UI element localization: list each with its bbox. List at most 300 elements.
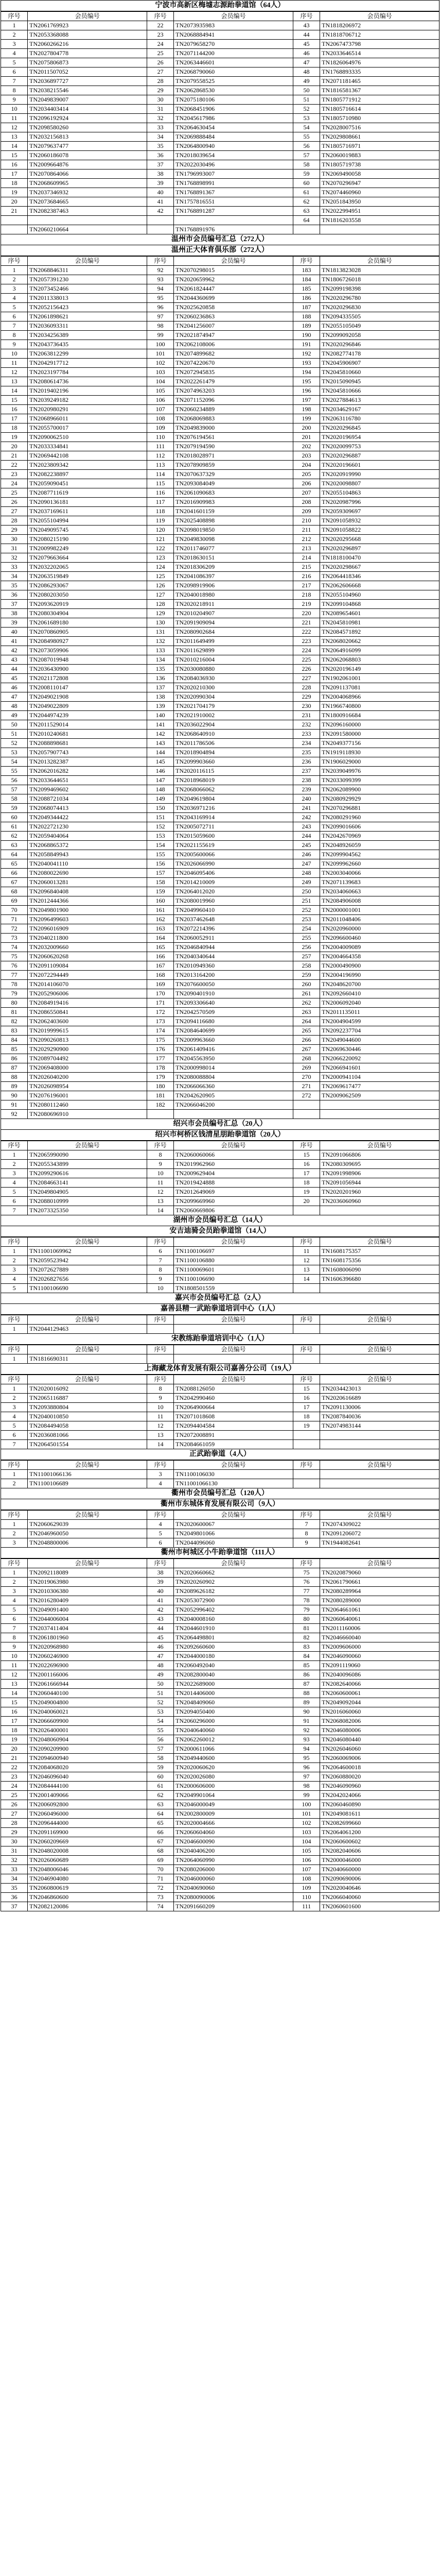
member-id: TN2020296897 [320,544,439,553]
member-id: TN2023197784 [28,368,147,377]
row-number: 213 [293,544,320,553]
column-header-member: 会员编号 [28,1461,147,1470]
member-id: TN2025408898 [174,516,293,526]
column-header-no: 序号 [147,1345,173,1354]
member-id: TN2049830098 [174,535,293,544]
member-id: TN2089704492 [28,1054,147,1063]
member-id: TN2064060990 [174,1856,293,1865]
member-id: TN2000611066 [174,1744,293,1754]
row-number: 220 [293,609,320,618]
row-number: 131 [147,628,173,637]
row-number: 65 [147,1819,173,1828]
row-number: 199 [293,414,320,423]
row-number: 98 [147,321,173,331]
row-number: 43 [293,21,320,30]
row-number: 217 [293,581,320,590]
member-id: TN2059523942 [28,1256,147,1265]
member-id: TN2022994951 [320,207,439,216]
member-id: TN2079194590 [174,442,293,451]
member-id [174,1110,293,1119]
row-number: 57 [147,1744,173,1754]
member-id: TN2084919416 [28,998,147,1008]
row-number: 2 [1,1479,28,1488]
member-id: TN2048926059 [320,841,439,850]
row-number: 4 [1,1596,28,1605]
table-row [1,961,439,971]
row-number: 171 [147,998,173,1008]
column-header-member: 会员编号 [320,12,439,21]
table-row [1,665,439,674]
member-id: TN2099092058 [320,331,439,340]
table-row [1,77,439,86]
row-number: 193 [293,359,320,368]
member-id: TN2069888484 [174,132,293,142]
member-id: TN2079663664 [28,553,147,563]
member-id: TN2061666944 [28,1680,147,1689]
member-id: TN2080614736 [28,377,147,386]
row-number: 9 [1,340,28,349]
member-id: TN2022689000 [174,1680,293,1689]
row-number: 269 [293,1063,320,1073]
table-row [1,971,439,980]
row-number: 92 [1,1110,28,1119]
member-id: TN2033099399 [320,776,439,785]
member-id: TN2060052911 [174,934,293,943]
row-number: 137 [147,683,173,692]
table-row [1,1520,439,1529]
row-number: 164 [147,934,173,943]
row-number: 3 [1,1403,28,1412]
member-id: TN1608175356 [320,1256,439,1265]
member-id: TN2020196954 [320,433,439,442]
row-number: 8 [293,1529,320,1538]
table-row [1,998,439,1008]
table-row [1,1744,439,1754]
member-id: TN2010216004 [174,655,293,665]
member-id: TN2062403600 [28,1017,147,1026]
row-number: 41 [147,197,173,207]
member-id: TN2052906006 [28,989,147,998]
row-number: 237 [293,767,320,776]
column-header-no: 序号 [293,1375,320,1384]
table-row [1,479,439,488]
table-row [1,628,439,637]
member-id: TN2018904894 [174,748,293,757]
row-number: 228 [293,683,320,692]
row-number: 258 [293,961,320,971]
row-number: 2 [1,30,28,40]
table-row [1,711,439,720]
member-id: TN2004196990 [320,971,439,980]
member-id: TN2042670969 [320,832,439,841]
member-id: TN2036430900 [28,665,147,674]
member-id: TN2074963203 [174,386,293,396]
member-id: TN2049804905 [28,1188,147,1197]
member-id: TN2049092044 [320,1698,439,1707]
row-number: 3 [1,1538,28,1548]
row-number: 1 [1,1568,28,1578]
row-number: 67 [1,878,28,887]
member-id [174,1325,293,1334]
member-id: TN2098919906 [174,581,293,590]
row-number: 207 [293,488,320,498]
member-id: TN2099962660 [320,859,439,869]
member-id: TN2051843950 [320,197,439,207]
table-row [1,1819,439,1828]
row-number: 45 [147,1633,173,1642]
member-id: TN2019402196 [28,386,147,396]
member-id: TN2036060960 [320,1197,439,1206]
row-number: 262 [293,998,320,1008]
row-number: 14 [147,1440,173,1449]
row-number: 226 [293,665,320,674]
table-row [1,859,439,869]
member-id [320,1325,439,1334]
table-row [1,1403,439,1412]
member-id: TN2099669960 [174,1197,293,1206]
member-id: TN1966740800 [320,702,439,711]
member-table [1,11,439,234]
member-id: TN2001166006 [28,1670,147,1680]
row-number: 24 [1,479,28,488]
member-id: TN2020098807 [320,479,439,488]
member-id: TN2026060689 [28,1856,147,1865]
row-number: 66 [147,1828,173,1837]
row-number: 13 [1,132,28,142]
row-number: 76 [1,961,28,971]
row-number: 204 [293,461,320,470]
member-id: TN2060013281 [28,878,147,887]
table-row [1,433,439,442]
row-number: 23 [147,30,173,40]
member-id: TN2046904080 [28,1874,147,1884]
member-id: TN1902061001 [320,674,439,683]
row-number: 13 [1,1680,28,1689]
member-id: TN2064501554 [28,1440,147,1449]
row-number: 36 [1,1893,28,1902]
row-number: 23 [1,470,28,479]
member-id [320,1206,439,1215]
row-number: 21 [1,1754,28,1763]
member-id: TN2068640910 [174,730,293,739]
member-id: TN2022696900 [28,1661,147,1670]
member-id: TN2020026080 [174,1772,293,1782]
member-id: TN2048060904 [28,1735,147,1744]
row-number: 4 [1,1275,28,1284]
member-id: TN2049839000 [174,423,293,433]
row-number: 30 [1,535,28,544]
row-number: 249 [293,878,320,887]
row-number: 63 [293,207,320,216]
table-row [1,1800,439,1809]
table-row [1,553,439,563]
member-id: TN2046096040 [28,1772,147,1782]
member-id: TN2015059600 [174,832,293,841]
member-id: TN2066066360 [174,1082,293,1091]
table-row [1,1110,439,1119]
member-id: TN2020968980 [28,1642,147,1652]
row-number: 77 [293,1587,320,1596]
table-row [1,1763,439,1772]
row-number: 55 [147,1726,173,1735]
column-header-member: 会员编号 [174,1461,293,1470]
column-header-no: 序号 [293,1559,320,1568]
member-id: TN2080304904 [28,609,147,618]
row-number: 38 [147,170,173,179]
row-number: 250 [293,887,320,896]
column-header-no: 序号 [1,257,28,266]
member-id: TN2080112460 [28,1100,147,1110]
column-header-no: 序号 [293,1141,320,1150]
row-number: 57 [293,151,320,160]
table-row [1,1772,439,1782]
row-number: 45 [1,674,28,683]
row-number: 52 [293,105,320,114]
member-id: TN2092660410 [320,989,439,998]
row-number: 49 [1,711,28,720]
row-number: 232 [293,720,320,730]
row-number: 243 [293,822,320,832]
member-id: TN2040640060 [174,1726,293,1735]
table-row [1,386,439,396]
row-number: 208 [293,498,320,507]
row-number: 86 [293,1670,320,1680]
row-number: 95 [147,294,173,303]
member-id: TN2069442108 [28,451,147,461]
member-id: TN2063116780 [320,414,439,423]
member-id: TN2087019948 [28,655,147,665]
row-number: 89 [293,1698,320,1707]
row-number: 155 [147,850,173,859]
member-id: TN2026046060 [320,1744,439,1754]
row-number: 184 [293,275,320,284]
member-id: TN2060296000 [174,1717,293,1726]
member-id: TN2088898681 [28,739,147,748]
table-row [1,720,439,730]
member-id: TN2064900664 [174,1403,293,1412]
member-id: TN2099104868 [320,600,439,609]
member-id: TN2055700017 [28,423,147,433]
row-number: 3 [1,40,28,49]
row-number: 6 [147,1538,173,1548]
row-number: 107 [293,1865,320,1874]
row-number: 69 [147,1856,173,1865]
row-number: 13 [147,1197,173,1206]
member-id: TN2092660600 [174,1642,293,1652]
row-number: 58 [147,1754,173,1763]
column-header-no: 序号 [147,1238,173,1247]
member-id: TN1768891287 [174,207,293,216]
table-row [1,451,439,461]
member-id: TN2013282387 [28,757,147,767]
row-number: 54 [293,123,320,132]
member-id: TN2018630151 [174,553,293,563]
table-row [1,646,439,655]
row-number: 111 [147,442,173,451]
column-header-no: 序号 [147,1559,173,1568]
row-number: 145 [147,757,173,767]
member-id: TN2080291960 [320,813,439,822]
member-id: TN2055104863 [320,488,439,498]
member-id [320,1284,439,1293]
member-id: TN2082120086 [28,1902,147,1911]
row-number [293,1354,320,1364]
table-row [1,1865,439,1874]
row-number: 17 [1,1717,28,1726]
member-id [174,1354,293,1364]
member-id: TN1818706712 [320,30,439,40]
section-title: 上海藏龙体育发展有限公司嘉善分公司（19人） [1,1364,439,1375]
member-id: TN2060440100 [28,1689,147,1698]
member-id: TN2064600018 [320,1763,439,1772]
roster-section [0,1293,440,1334]
column-header-no: 序号 [1,1141,28,1150]
table-row [1,1284,439,1293]
member-id: TN2064916099 [320,646,439,655]
member-id: TN2090260813 [28,1036,147,1045]
member-id: TN2060492040 [174,1661,293,1670]
row-number: 72 [1,924,28,934]
row-number: 148 [147,785,173,794]
row-number: 47 [147,1652,173,1661]
table-row [1,841,439,850]
table-row [1,1809,439,1819]
table-row [1,600,439,609]
row-number: 6 [1,67,28,77]
row-number [293,1284,320,1293]
member-id: TN2096192924 [28,114,147,123]
member-id: TN2059404064 [28,832,147,841]
row-number: 29 [1,526,28,535]
table-row [1,1689,439,1698]
column-header-no: 序号 [1,1315,28,1325]
member-id: TN2079558525 [174,77,293,86]
row-number: 43 [1,655,28,665]
row-number: 38 [1,609,28,618]
member-id: TN2040406200 [174,1846,293,1856]
row-number: 70 [1,906,28,915]
row-number: 236 [293,757,320,767]
section-title: 温州市会员编号汇总（272人） [1,234,439,245]
table-row [1,170,439,179]
column-header-member: 会员编号 [174,257,293,266]
member-id: TN2055104994 [28,516,147,526]
row-number: 3 [1,1587,28,1596]
row-number: 7 [1,77,28,86]
member-id: TN2068790060 [174,67,293,77]
member-id: TN2037411404 [28,1624,147,1633]
row-number: 221 [293,618,320,628]
row-number: 100 [147,340,173,349]
row-number: 74 [1,943,28,952]
member-id: TN2023809342 [28,461,147,470]
row-number: 102 [293,1819,320,1828]
row-number: 127 [147,590,173,600]
table-row [1,609,439,618]
table-row [1,850,439,859]
row-number: 103 [147,368,173,377]
member-id: TN1826064976 [320,58,439,67]
member-id: TN2066941601 [320,1063,439,1073]
table-row [1,294,439,303]
table-row [1,1206,439,1215]
row-number: 27 [1,507,28,516]
row-number: 45 [293,40,320,49]
row-number: 90 [293,1707,320,1717]
row-number: 64 [1,850,28,859]
member-id: TN2049619804 [174,794,293,804]
member-id: TN2068884941 [174,30,293,40]
member-id: TN2055343899 [28,1160,147,1169]
member-id: TN2036081066 [28,1431,147,1440]
member-id: TN2096600460 [320,934,439,943]
member-id: TN2049004800 [28,1698,147,1707]
row-number: 15 [293,1150,320,1160]
row-number: 56 [293,142,320,151]
roster-section [0,1449,440,1488]
member-id: TN2045617986 [174,114,293,123]
row-number: 27 [1,1809,28,1819]
row-number: 22 [147,21,173,30]
table-row [1,1529,439,1538]
row-number: 133 [147,646,173,655]
table-row [1,637,439,646]
column-header-no: 序号 [293,257,320,266]
member-id: TN2029290900 [28,1045,147,1054]
member-id [320,1354,439,1364]
member-id: TN1906029000 [320,757,439,767]
row-number: 22 [1,461,28,470]
member-id: TN1608175357 [320,1247,439,1256]
member-id: TN2046860600 [28,1893,147,1902]
member-id: TN2045906907 [320,359,439,368]
row-number: 259 [293,971,320,980]
row-number: 106 [293,1856,320,1865]
row-number: 134 [147,655,173,665]
member-id: TN2053072900 [174,1596,293,1605]
row-number: 70 [147,1865,173,1874]
row-number: 57 [1,785,28,794]
table-row [1,49,439,58]
row-number: 39 [147,1578,173,1587]
member-id: TN2008110147 [28,683,147,692]
row-number: 82 [1,1017,28,1026]
table-row [1,1073,439,1082]
table-row [1,1874,439,1884]
member-id: TN2072945835 [174,368,293,377]
member-id: TN2084663141 [28,1178,147,1188]
row-number: 12 [293,1256,320,1265]
member-id: TN2071018608 [174,1412,293,1421]
member-id: TN2025620858 [174,303,293,312]
member-id: TN2020218911 [174,600,293,609]
member-id: TN2039049976 [320,767,439,776]
member-id: TN2074460960 [320,188,439,197]
member-id: TN1816581367 [320,86,439,95]
roster-section [0,234,440,1119]
table-row [1,197,439,207]
row-number: 16 [293,1160,320,1169]
table-row [1,1008,439,1017]
row-number: 62 [293,197,320,207]
member-id: TN2091580000 [320,730,439,739]
row-number: 20 [1,442,28,451]
member-id: TN2040660000 [320,1865,439,1874]
row-number: 272 [293,1091,320,1100]
row-number: 9 [147,1394,173,1403]
row-number: 109 [147,423,173,433]
member-id: TN2060019883 [320,151,439,160]
